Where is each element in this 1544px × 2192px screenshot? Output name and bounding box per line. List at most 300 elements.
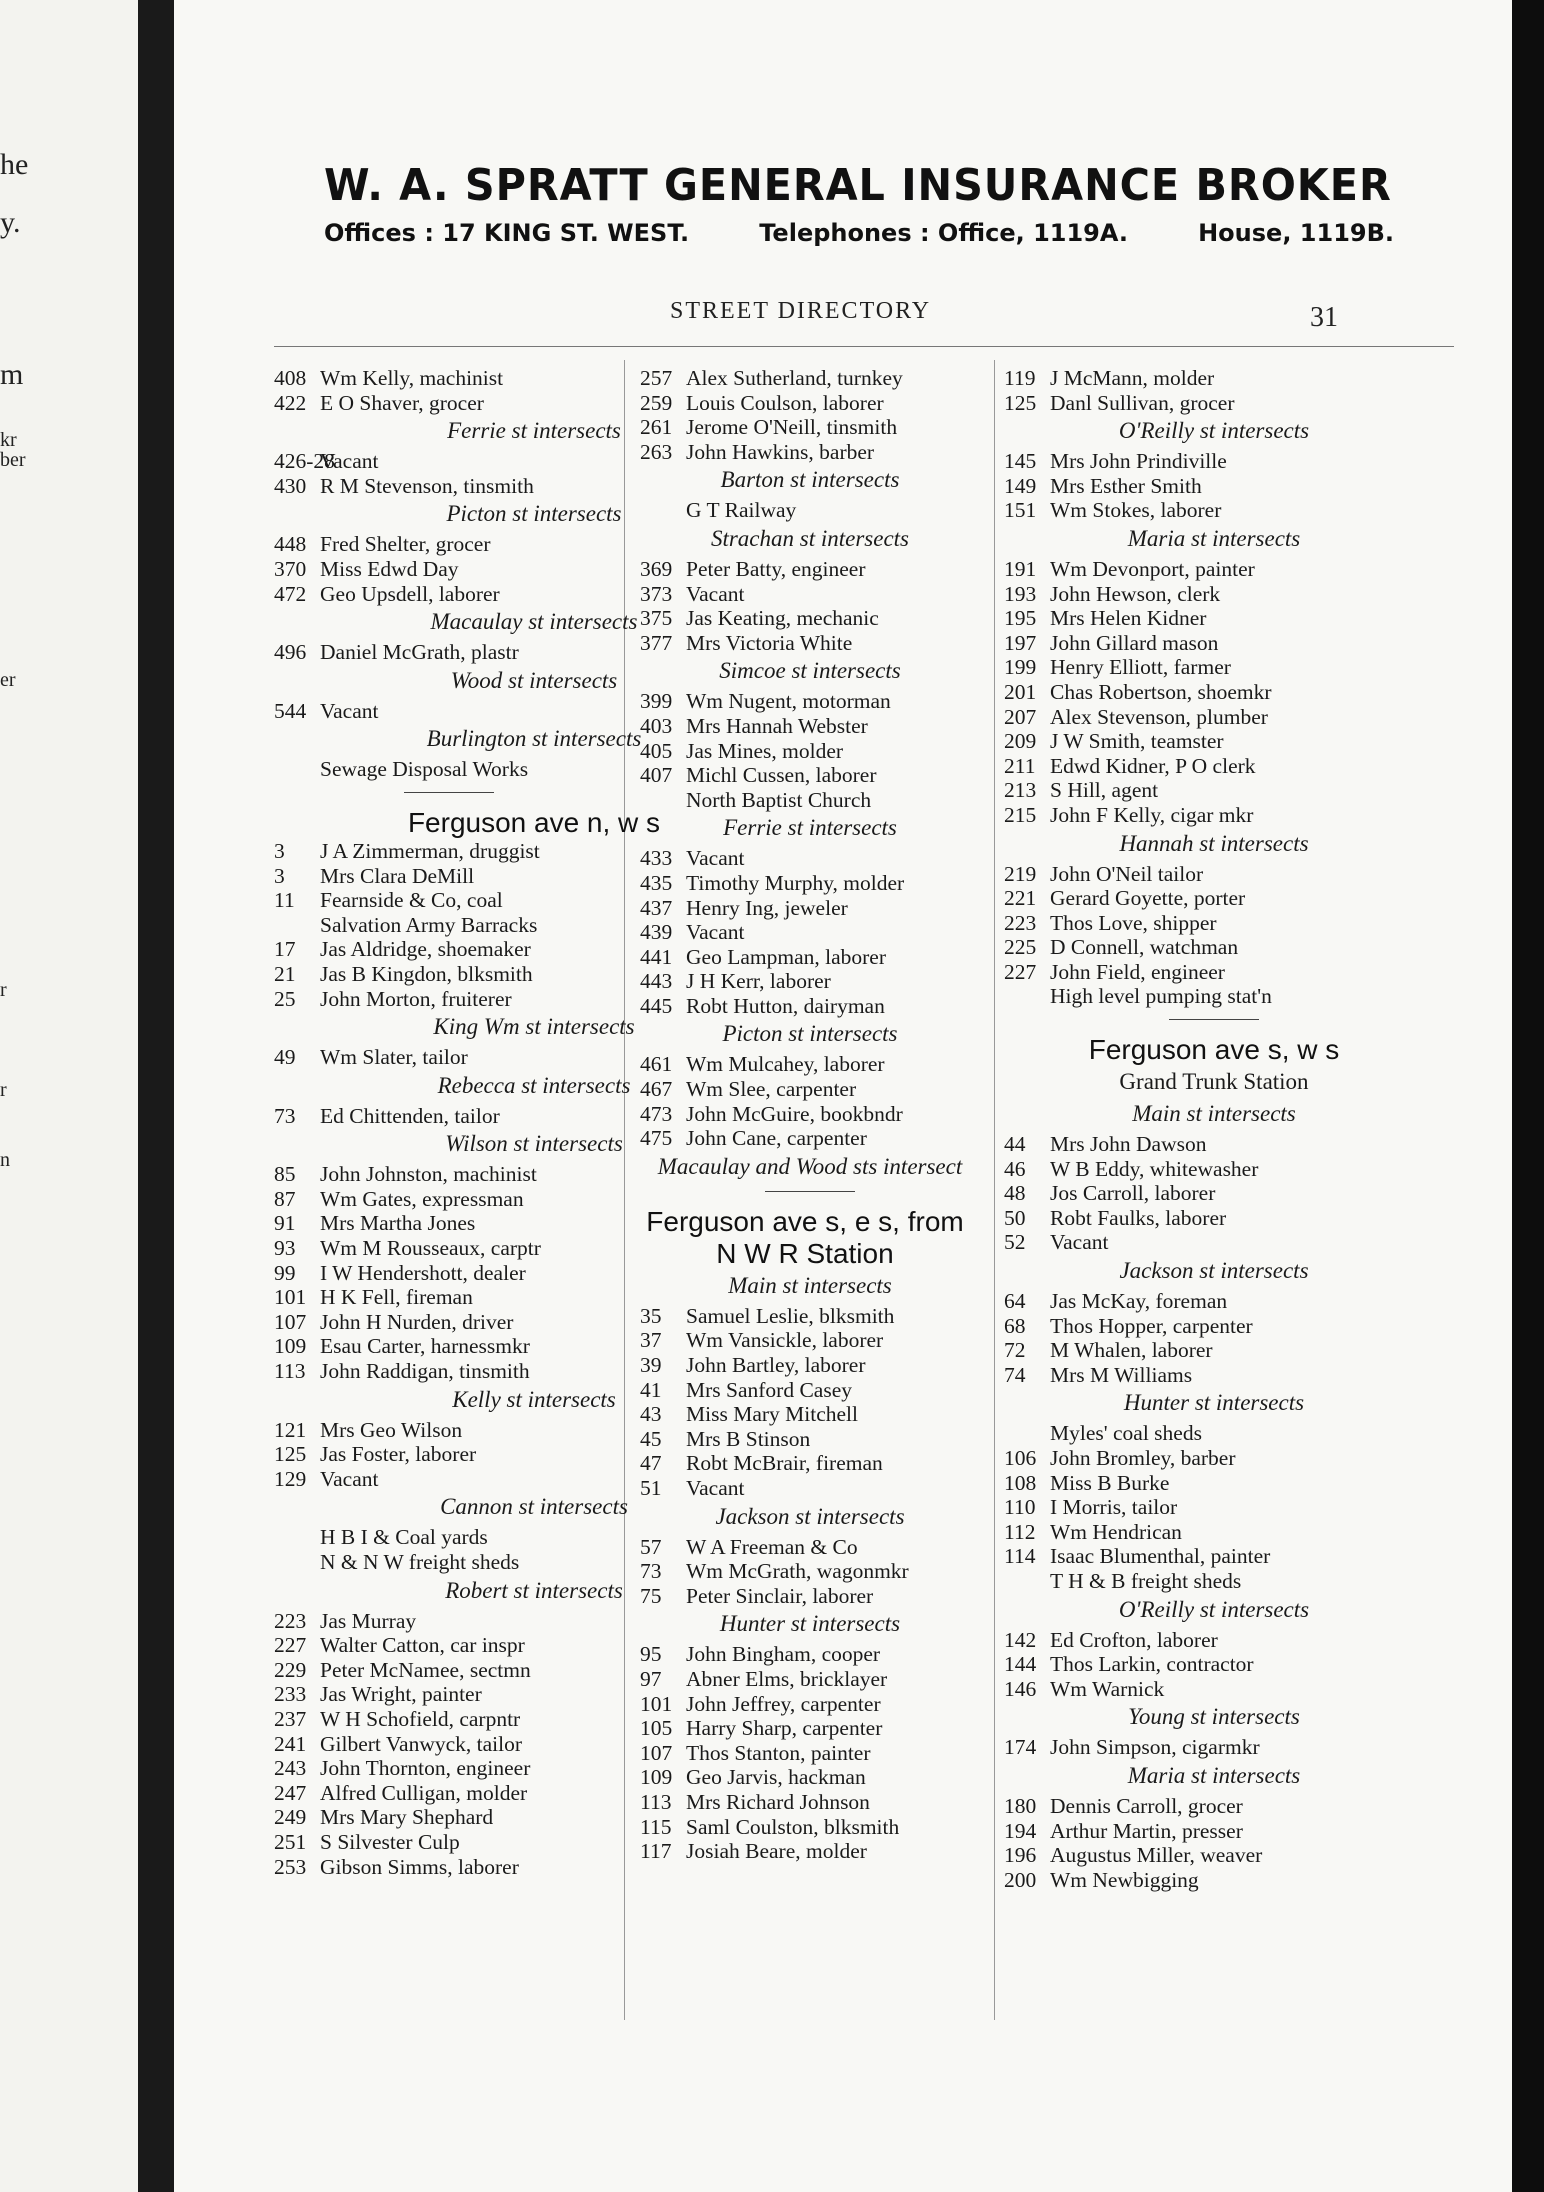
house-number: 95 — [640, 1642, 662, 1667]
directory-entry — [640, 1815, 980, 1840]
resident-name: Alex Stevenson, plumber — [1050, 704, 1268, 729]
directory-entry — [640, 1584, 980, 1609]
resident-name: W H Schofield, carpntr — [320, 1706, 521, 1731]
house-number: 193 — [1004, 581, 1037, 606]
resident-name: Jas McKay, foreman — [1050, 1289, 1228, 1314]
intersection-label: Wilson st intersects — [445, 1131, 623, 1157]
header-rule — [274, 346, 1454, 347]
running-head: STREET DIRECTORY — [670, 298, 932, 324]
directory-entry — [640, 1378, 980, 1403]
house-number: 445 — [640, 993, 673, 1018]
resident-name: Gilbert Vanwyck, tailor — [320, 1731, 523, 1756]
resident-name: Vacant — [320, 449, 379, 474]
directory-entry — [640, 846, 980, 871]
directory-entry — [1004, 1794, 1424, 1819]
street-heading: Ferguson ave s, e s, from N W R Station — [646, 1205, 964, 1269]
directory-entry — [1004, 1819, 1424, 1844]
directory-entry — [640, 1304, 980, 1329]
resident-name: Mrs Victoria White — [686, 630, 853, 655]
house-number: 49 — [274, 1045, 296, 1070]
directory-entry — [640, 1535, 980, 1560]
house-number: 219 — [1004, 861, 1037, 886]
resident-name: Wm Nugent, motorman — [686, 689, 891, 714]
resident-name: Wm Newbigging — [1050, 1867, 1199, 1892]
resident-name: W A Freeman & Co — [686, 1534, 858, 1559]
resident-name: Wm Vansickle, laborer — [686, 1328, 884, 1353]
section-separator — [765, 1191, 855, 1192]
intersection-label: Strachan st intersects — [710, 525, 910, 551]
directory-entry — [640, 1790, 980, 1815]
house-number: 437 — [640, 895, 673, 920]
edge-text-fragment: r — [0, 1079, 7, 1101]
directory-entry — [640, 606, 980, 631]
house-number: 430 — [274, 473, 307, 498]
house-number: 101 — [274, 1285, 307, 1310]
resident-name: Augustus Miller, weaver — [1050, 1843, 1263, 1868]
directory-entry — [1004, 705, 1424, 730]
intersection-label: Picton st intersects — [446, 501, 622, 527]
directory-entry — [1004, 366, 1424, 391]
resident-name: Daniel McGrath, plastr — [320, 640, 519, 665]
house-number: 64 — [1004, 1289, 1026, 1314]
resident-name: Vacant — [320, 698, 379, 723]
house-number: 448 — [274, 532, 307, 557]
intersection-label: Kelly st intersects — [452, 1386, 616, 1412]
resident-name: Miss B Burke — [1050, 1470, 1170, 1495]
house-number: 194 — [1004, 1818, 1037, 1843]
house-number: 113 — [640, 1789, 672, 1814]
intersection-label: Jackson st intersects — [1119, 1258, 1309, 1284]
house-number: 441 — [640, 944, 673, 969]
resident-name: Jas Murray — [320, 1608, 417, 1633]
house-number: 73 — [640, 1559, 662, 1584]
directory-entry — [1004, 557, 1424, 582]
house-number: 213 — [1004, 778, 1037, 803]
house-number: 151 — [1004, 498, 1037, 523]
landmark-line: Grand Trunk Station — [1119, 1069, 1309, 1095]
resident-name: D Connell, watchman — [1050, 935, 1239, 960]
street-heading: Ferguson ave n, w s — [407, 806, 661, 838]
resident-name: Timothy Murphy, molder — [686, 870, 905, 895]
directory-entry — [640, 1427, 980, 1452]
directory-entry — [1004, 1495, 1424, 1520]
house-number: 91 — [274, 1211, 296, 1236]
house-number: 129 — [274, 1466, 307, 1491]
house-number: 369 — [640, 556, 673, 581]
house-number: 25 — [274, 986, 296, 1011]
intersection-label: Macaulay and Wood sts intersect — [657, 1153, 963, 1179]
directory-entry — [640, 391, 980, 416]
resident-name: S Silvester Culp — [320, 1829, 460, 1854]
landmark-line: N & N W freight sheds — [320, 1550, 520, 1574]
edge-text-fragment: he — [0, 148, 29, 181]
intersection-label: Maria st intersects — [1127, 1762, 1301, 1788]
resident-name: Mrs John Prindiville — [1050, 449, 1227, 474]
house-number: 110 — [1004, 1495, 1036, 1520]
resident-name: Henry Ing, jeweler — [686, 895, 848, 920]
house-number: 263 — [640, 439, 673, 464]
intersection-label: Macaulay st intersects — [430, 609, 638, 635]
house-number: 117 — [640, 1839, 672, 1864]
directory-entry — [640, 714, 980, 739]
directory-entry — [640, 1102, 980, 1127]
intersection-label: Cannon st intersects — [440, 1494, 628, 1520]
house-number: 145 — [1004, 449, 1037, 474]
resident-name: Jerome O'Neill, tinsmith — [686, 415, 898, 440]
resident-name: Vacant — [686, 581, 745, 606]
house-number: 87 — [274, 1186, 296, 1211]
house-number: 197 — [1004, 630, 1037, 655]
resident-name: Chas Robertson, shoemkr — [1050, 679, 1272, 704]
directory-entry — [1004, 474, 1424, 499]
section-separator — [404, 792, 494, 793]
directory-entry — [1004, 1544, 1424, 1569]
house-number: 101 — [640, 1691, 673, 1716]
resident-name: Mrs Helen Kidner — [1050, 606, 1207, 631]
house-number: 435 — [640, 870, 673, 895]
house-number: 191 — [1004, 556, 1037, 581]
house-number: 109 — [274, 1334, 307, 1359]
directory-entry — [1004, 1628, 1424, 1653]
directory-entry — [640, 1692, 980, 1717]
house-number: 97 — [640, 1666, 662, 1691]
intersection-label: O'Reilly st intersects — [1118, 418, 1310, 444]
resident-name: Geo Jarvis, hackman — [686, 1765, 866, 1790]
directory-entry — [640, 366, 980, 391]
resident-name: John Thornton, engineer — [320, 1756, 531, 1781]
resident-name: Mrs John Dawson — [1050, 1132, 1207, 1157]
directory-entry — [1004, 1206, 1424, 1231]
intersection-label: Ferrie st intersects — [723, 815, 897, 841]
house-number: 221 — [1004, 886, 1037, 911]
directory-entry — [1004, 1289, 1424, 1314]
intersection-label: Wood st intersects — [450, 667, 618, 693]
house-number: 46 — [1004, 1156, 1026, 1181]
house-number: 375 — [640, 606, 673, 631]
resident-name: Ed Crofton, laborer — [1050, 1627, 1218, 1652]
intersection-label: King Wm st intersects — [433, 1014, 635, 1040]
column-divider — [994, 360, 995, 2020]
resident-name: John Bingham, cooper — [686, 1642, 881, 1667]
house-number: 146 — [1004, 1676, 1037, 1701]
house-number: 241 — [274, 1731, 307, 1756]
resident-name: John Jeffrey, carpenter — [686, 1691, 881, 1716]
directory-entry — [640, 739, 980, 764]
resident-name: Thos Stanton, painter — [686, 1740, 871, 1765]
house-number: 373 — [640, 581, 673, 606]
resident-name: Edwd Kidner, P O clerk — [1050, 753, 1256, 778]
house-number: 41 — [640, 1377, 662, 1402]
resident-name: Fearnside & Co, coal — [320, 888, 503, 913]
resident-name: I Morris, tailor — [1050, 1495, 1178, 1520]
directory-entry — [1004, 1446, 1424, 1471]
directory-entry — [1004, 1520, 1424, 1545]
directory-entry — [1004, 582, 1424, 607]
directory-entry — [1004, 498, 1424, 523]
house-number: 475 — [640, 1126, 673, 1151]
house-number: 399 — [640, 689, 673, 714]
resident-name: Vacant — [1050, 1230, 1109, 1255]
intersection-label: Main st intersects — [1132, 1101, 1296, 1127]
resident-name: John F Kelly, cigar mkr — [1050, 802, 1254, 827]
house-number: 35 — [640, 1303, 662, 1328]
house-number: 109 — [640, 1765, 673, 1790]
resident-name: Vacant — [686, 1476, 745, 1500]
landmark-line: H B I & Coal yards — [320, 1525, 488, 1550]
resident-name: Mrs Hannah Webster — [686, 713, 868, 738]
directory-entry — [1004, 1735, 1424, 1760]
house-number: 121 — [274, 1417, 307, 1442]
directory-entry — [1004, 778, 1424, 803]
directory-entry — [640, 945, 980, 970]
house-number: 43 — [640, 1402, 662, 1427]
directory-entry — [1004, 1230, 1424, 1255]
intersection-label: O'Reilly st intersects — [1118, 1596, 1310, 1622]
resident-name: John Field, engineer — [1050, 959, 1225, 984]
directory-entry — [1004, 606, 1424, 631]
directory-entry — [640, 1402, 980, 1427]
house-number: 227 — [1004, 959, 1037, 984]
house-number: 408 — [274, 366, 307, 390]
landmark-line: Myles' coal sheds — [1050, 1421, 1202, 1446]
house-number: 243 — [274, 1756, 307, 1781]
house-number: 496 — [274, 640, 307, 665]
directory-entry — [640, 994, 980, 1019]
ad-contact-line — [324, 219, 1394, 247]
directory-entry — [1004, 886, 1424, 911]
resident-name: Danl Sullivan, grocer — [1050, 390, 1235, 415]
house-number: 17 — [274, 937, 296, 962]
directory-entry — [1004, 729, 1424, 754]
resident-name: Peter Batty, engineer — [686, 556, 866, 581]
house-number: 370 — [274, 556, 307, 581]
directory-entry — [640, 440, 980, 465]
landmark-line: G T Railway — [686, 498, 797, 523]
house-number: 37 — [640, 1328, 662, 1353]
resident-name: Mrs M Williams — [1050, 1362, 1193, 1387]
house-number: 74 — [1004, 1362, 1026, 1387]
directory-column-3 — [1004, 366, 1424, 1892]
house-number: 443 — [640, 969, 673, 994]
directory-entry — [640, 557, 980, 582]
house-number: 73 — [274, 1103, 296, 1128]
directory-entry — [1004, 1363, 1424, 1388]
intersection-label: Hunter st intersects — [1123, 1390, 1305, 1416]
house-number: 223 — [274, 1608, 307, 1633]
resident-name: Thos Love, shipper — [1050, 910, 1217, 935]
house-number: 407 — [640, 763, 673, 788]
house-number: 85 — [274, 1162, 296, 1187]
resident-name: John Simpson, cigarmkr — [1050, 1735, 1260, 1760]
directory-page — [174, 0, 1512, 2192]
book-gutter — [138, 0, 174, 2192]
house-number: 472 — [274, 581, 307, 606]
resident-name: H K Fell, fireman — [320, 1285, 473, 1310]
directory-entry — [640, 1741, 980, 1766]
house-number: 439 — [640, 920, 673, 945]
house-number: 114 — [1004, 1544, 1036, 1569]
directory-entry — [1004, 1181, 1424, 1206]
resident-name: E O Shaver, grocer — [320, 390, 484, 415]
resident-name: Robt Hutton, dairyman — [686, 993, 885, 1018]
house-number: 209 — [1004, 729, 1037, 754]
house-number: 106 — [1004, 1446, 1037, 1470]
resident-name: W B Eddy, whitewasher — [1050, 1156, 1259, 1181]
directory-column-2 — [640, 366, 980, 1864]
resident-name: Michl Cussen, laborer — [686, 763, 877, 788]
directory-entry — [1004, 1132, 1424, 1157]
resident-name: M Whalen, laborer — [1050, 1338, 1213, 1363]
resident-name: Wm McGrath, wagonmkr — [686, 1559, 909, 1584]
resident-name: Gerard Goyette, porter — [1050, 886, 1246, 911]
directory-entry — [640, 1077, 980, 1102]
directory-entry — [640, 689, 980, 714]
resident-name: Miss Edwd Day — [320, 556, 459, 581]
house-number: 52 — [1004, 1230, 1026, 1255]
house-number: 196 — [1004, 1843, 1037, 1868]
house-number: 47 — [640, 1451, 662, 1476]
adjacent-page-edge — [0, 0, 138, 2192]
edge-text-fragment: m — [0, 358, 24, 391]
resident-name: Fred Shelter, grocer — [320, 532, 491, 557]
resident-name: I W Hendershott, dealer — [320, 1260, 526, 1285]
house-number: 225 — [1004, 935, 1037, 960]
house-number: 51 — [640, 1476, 662, 1500]
house-number: 426-28 — [274, 449, 335, 474]
directory-entry — [1004, 1652, 1424, 1677]
directory-entry — [640, 631, 980, 656]
directory-entry — [640, 920, 980, 945]
resident-name: Mrs Martha Jones — [320, 1211, 476, 1236]
house-number: 211 — [1004, 753, 1036, 778]
house-number: 105 — [640, 1716, 673, 1741]
house-number: 108 — [1004, 1470, 1037, 1495]
resident-name: Peter Sinclair, laborer — [686, 1583, 874, 1608]
resident-name: Wm M Rousseaux, carptr — [320, 1236, 541, 1261]
house-number: 180 — [1004, 1793, 1037, 1818]
house-number: 261 — [640, 415, 673, 440]
resident-name: Wm Kelly, machinist — [320, 366, 504, 390]
resident-name: John Hawkins, barber — [686, 439, 875, 464]
intersection-label: Jackson st intersects — [715, 1503, 905, 1529]
resident-name: Wm Gates, expressman — [320, 1186, 524, 1211]
resident-name: Alfred Culligan, molder — [320, 1780, 528, 1805]
resident-name: Isaac Blumenthal, painter — [1050, 1544, 1271, 1569]
directory-entry — [640, 763, 980, 788]
resident-name: Wm Devonport, painter — [1050, 556, 1255, 581]
directory-entry — [640, 871, 980, 896]
directory-entry — [640, 1716, 980, 1741]
resident-name: Jos Carroll, laborer — [1050, 1181, 1216, 1206]
house-number: 227 — [274, 1633, 307, 1658]
directory-entry — [640, 1451, 980, 1476]
directory-entry — [640, 582, 980, 607]
house-number: 249 — [274, 1805, 307, 1830]
intersection-label: Burlington st intersects — [426, 726, 642, 752]
house-number: 247 — [274, 1780, 307, 1805]
house-number: 21 — [274, 961, 296, 986]
house-number: 201 — [1004, 679, 1037, 704]
resident-name: Jas B Kingdon, blksmith — [320, 961, 533, 986]
resident-name: Jas Wright, painter — [320, 1682, 482, 1707]
house-number: 142 — [1004, 1627, 1037, 1652]
resident-name: John Bartley, laborer — [686, 1353, 866, 1378]
resident-name: Vacant — [686, 846, 745, 871]
intersection-label: Main st intersects — [728, 1272, 892, 1298]
directory-entry — [1004, 391, 1424, 416]
house-number: 11 — [274, 888, 295, 913]
intersection-label: Rebecca st intersects — [437, 1072, 631, 1098]
directory-entry — [640, 1559, 980, 1584]
house-number: 461 — [640, 1052, 673, 1077]
landmark-line: North Baptist Church — [686, 787, 872, 812]
house-number: 223 — [1004, 910, 1037, 935]
house-number: 207 — [1004, 704, 1037, 729]
house-number: 107 — [274, 1309, 307, 1334]
resident-name: Mrs Esther Smith — [1050, 473, 1202, 498]
landmark-line: Salvation Army Barracks — [320, 912, 538, 937]
directory-entry — [1004, 911, 1424, 936]
resident-name: Josiah Beare, molder — [686, 1839, 867, 1864]
house-number: 215 — [1004, 802, 1037, 827]
directory-entry — [1004, 1338, 1424, 1363]
resident-name: Robt Faulks, laborer — [1050, 1205, 1227, 1230]
advertisement-header — [324, 160, 1484, 247]
intersection-label: Maria st intersects — [1127, 525, 1301, 551]
house-number: 68 — [1004, 1313, 1026, 1338]
resident-name: John Hewson, clerk — [1050, 581, 1221, 606]
ad-telephones: Telephones : Office, 1119A. — [759, 219, 1129, 247]
resident-name: Peter McNamee, sectmn — [320, 1657, 531, 1682]
resident-name: Mrs Geo Wilson — [320, 1417, 463, 1442]
house-number: 39 — [640, 1353, 662, 1378]
directory-entry — [640, 1353, 980, 1378]
directory-entry — [640, 969, 980, 994]
house-number: 112 — [1004, 1519, 1036, 1544]
directory-entry — [640, 1126, 980, 1151]
resident-name: Wm Hendrican — [1050, 1519, 1182, 1544]
intersection-label: Hannah st intersects — [1119, 830, 1309, 856]
house-number: 119 — [1004, 366, 1036, 390]
directory-entry — [1004, 1677, 1424, 1702]
resident-name: Mrs Sanford Casey — [686, 1377, 853, 1402]
house-number: 433 — [640, 846, 673, 871]
resident-name: Dennis Carroll, grocer — [1050, 1793, 1243, 1818]
directory-entry — [640, 1328, 980, 1353]
house-number: 257 — [640, 366, 673, 390]
resident-name: Jas Foster, laborer — [320, 1442, 477, 1467]
resident-name: Vacant — [686, 920, 745, 945]
resident-name: S Hill, agent — [1050, 778, 1159, 803]
house-number: 99 — [274, 1260, 296, 1285]
street-heading: Ferguson ave s, w s — [1088, 1034, 1340, 1066]
house-number: 403 — [640, 713, 673, 738]
resident-name: Henry Elliott, farmer — [1050, 655, 1231, 680]
house-number: 48 — [1004, 1181, 1026, 1206]
resident-name: Mrs Clara DeMill — [320, 863, 475, 888]
house-number: 422 — [274, 390, 307, 415]
directory-entry — [1004, 680, 1424, 705]
resident-name: Jas Aldridge, shoemaker — [320, 937, 531, 962]
house-number: 107 — [640, 1740, 673, 1765]
directory-entry — [1004, 1471, 1424, 1496]
intersection-label: Picton st intersects — [722, 1021, 898, 1047]
page-number: 31 — [1310, 302, 1338, 333]
house-number: 50 — [1004, 1205, 1026, 1230]
house-number: 405 — [640, 738, 673, 763]
edge-text-fragment: er — [0, 669, 16, 691]
directory-entry — [1004, 862, 1424, 887]
